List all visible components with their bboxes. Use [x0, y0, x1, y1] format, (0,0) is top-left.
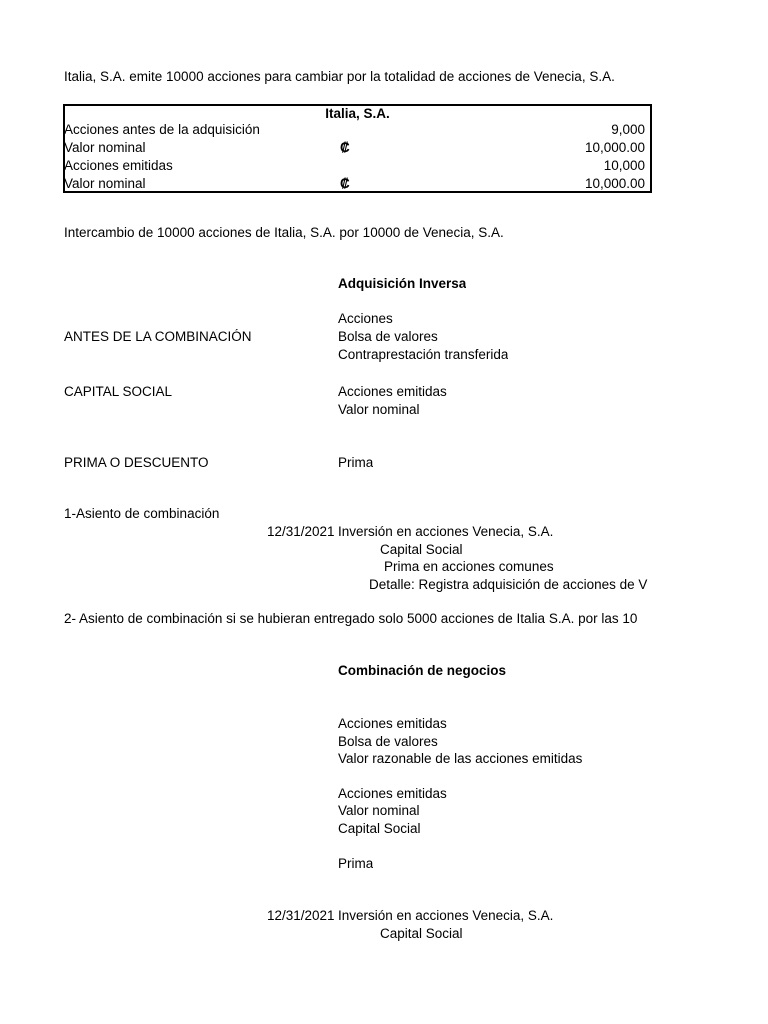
table-row-value: 10,000.00 [584, 176, 645, 191]
reverse-acquisition-heading: Adquisición Inversa [338, 276, 467, 291]
section-label-capital: CAPITAL SOCIAL [64, 384, 173, 399]
journal-line: Capital Social [380, 542, 463, 557]
table-row-label: Acciones emitidas [64, 158, 173, 173]
list-item: Acciones [338, 311, 393, 326]
entry1-date: 12/31/2021 [267, 524, 335, 539]
list-item: Bolsa de valores [338, 734, 438, 749]
list-item: Valor nominal [338, 402, 420, 417]
journal-line: Capital Social [380, 926, 463, 941]
list-item: Prima [338, 455, 374, 470]
section-label-prima: PRIMA O DESCUENTO [64, 455, 209, 470]
exchange-note: Intercambio de 10000 acciones de Italia, S.A. por 10000 de Venecia, S.A. [64, 225, 504, 240]
list-item: Acciones emitidas [338, 384, 447, 399]
business-combination-heading: Combinación de negocios [338, 663, 507, 678]
entry2-date: 12/31/2021 [267, 908, 335, 923]
list-item: Bolsa de valores [338, 329, 438, 344]
table-row-label: Acciones antes de la adquisición [64, 122, 260, 137]
list-item: Acciones emitidas [338, 786, 447, 801]
journal-line: Inversión en acciones Venecia, S.A. [338, 908, 554, 923]
colon-currency-symbol: ₡ [340, 176, 350, 191]
section-label-before: ANTES DE LA COMBINACIÓN [64, 329, 252, 344]
entry2-title: 2- Asiento de combinación si se hubieran entregado solo 5000 acciones de Italia S.A. por las 10 [64, 611, 638, 626]
table-row-value: 10,000 [603, 158, 645, 173]
table-row-value: 10,000.00 [584, 140, 645, 155]
intro-text: Italia, S.A. emite 10000 acciones para cambiar por la totalidad de acciones de Venecia, S.A. [64, 69, 615, 84]
list-item: Prima [338, 856, 374, 871]
entry1-title: 1-Asiento de combinación [64, 506, 220, 521]
table-row-label: Valor nominal [64, 140, 146, 155]
list-item: Acciones emitidas [338, 716, 447, 731]
table-title: Italia, S.A. [325, 106, 390, 121]
journal-line: Inversión en acciones Venecia, S.A. [338, 524, 554, 539]
table-row-value: 9,000 [611, 122, 645, 137]
list-item: Valor nominal [338, 803, 420, 818]
list-item: Contraprestación transferida [338, 347, 509, 362]
list-item: Capital Social [338, 821, 421, 836]
table-row-label: Valor nominal [64, 176, 146, 191]
colon-currency-symbol: ₡ [340, 140, 350, 155]
list-item: Valor razonable de las acciones emitidas [338, 751, 583, 766]
journal-line: Prima en acciones comunes [384, 559, 554, 574]
journal-line: Detalle: Registra adquisición de acciones de V [369, 577, 648, 592]
